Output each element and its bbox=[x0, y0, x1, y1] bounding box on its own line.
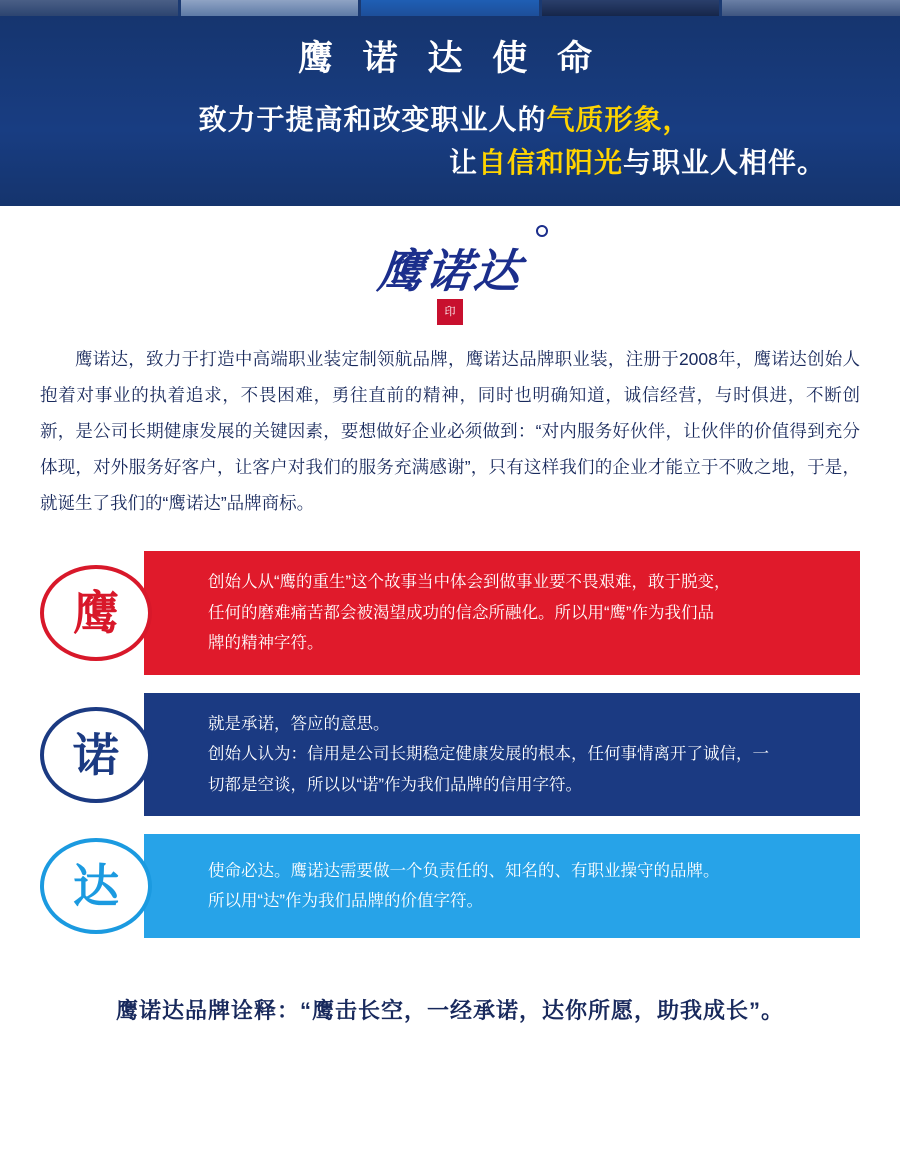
character-block-nuo bbox=[40, 693, 860, 817]
character-badge-nuo bbox=[40, 707, 152, 803]
character-block-da-body bbox=[144, 834, 860, 938]
character-block-da bbox=[40, 834, 860, 938]
character-block-da-line-2: 所以用“达”作为我们品牌的价值字符。 bbox=[208, 892, 483, 911]
mission-line-2-prefix: 让 bbox=[448, 147, 478, 179]
character-badge-ying-char: 鹰 bbox=[73, 586, 119, 641]
character-block-nuo-line-2: 创始人认为：信用是公司长期稳定健康发展的根本，任何事情离开了诚信，一 bbox=[208, 745, 769, 764]
photo-strip bbox=[0, 0, 900, 16]
brand-logo bbox=[350, 221, 550, 321]
brand-logo-area bbox=[0, 206, 900, 336]
photo-thumb-5 bbox=[722, 0, 900, 16]
mission-banner bbox=[0, 16, 900, 206]
mission-line-2-suffix: 与职业人相伴。 bbox=[622, 147, 826, 179]
closing-slogan: 鹰诺达品牌诠释：“鹰击长空，一经承诺，达你所愿，助我成长”。 bbox=[115, 998, 784, 1024]
character-blocks bbox=[40, 551, 860, 938]
character-block-nuo-body bbox=[144, 693, 860, 817]
character-block-nuo-line-3: 切都是空谈，所以以“诺”作为我们品牌的信用字符。 bbox=[208, 775, 582, 794]
character-block-ying bbox=[40, 551, 860, 675]
character-block-da-line-1: 使命必达。鹰诺达需要做一个负责任的、知名的、有职业操守的品牌。 bbox=[208, 861, 720, 880]
mission-line-1-text: 致力于提高和改变职业人的 bbox=[198, 104, 547, 135]
mission-line-2 bbox=[40, 141, 860, 184]
photo-thumb-4 bbox=[542, 0, 720, 16]
mission-line-2-highlight: 自信和阳光 bbox=[477, 147, 623, 179]
mission-line-1-highlight: 气质形象， bbox=[546, 104, 692, 135]
character-badge-da-char: 达 bbox=[73, 859, 119, 914]
character-block-ying-line-2: 任何的磨难痛苦都会被渴望成功的信念所融化。所以用“鹰”作为我们品 bbox=[208, 603, 714, 622]
character-block-ying-line-1: 创始人从“鹰的重生”这个故事当中体会到做事业要不畏艰难，敢于脱变， bbox=[208, 573, 731, 592]
character-block-ying-body bbox=[144, 551, 860, 675]
character-block-nuo-line-1: 就是承诺，答应的意思。 bbox=[208, 714, 390, 733]
character-badge-da bbox=[40, 838, 152, 934]
character-badge-ying bbox=[40, 565, 152, 661]
seal-icon: 印 bbox=[437, 299, 463, 325]
character-badge-nuo-char: 诺 bbox=[73, 727, 119, 782]
photo-thumb-2 bbox=[181, 0, 359, 16]
brand-logo-text: 鹰诺达 bbox=[375, 244, 525, 298]
character-block-ying-line-3: 牌的精神字符。 bbox=[208, 634, 324, 653]
photo-thumb-3 bbox=[361, 0, 539, 16]
circle-icon bbox=[536, 225, 548, 237]
intro-paragraph: 鹰诺达，致力于打造中高端职业装定制领航品牌，鹰诺达品牌职业装，注册于2008年，鹰诺达创始人抱着对事业的执着追求，不畏困难，勇往直前的精神，同时也明确知道，诚信经营，与时俱进，不断创新，是公司长期健康发展的关键因素，要想做好企业必须做到：“对内服务好伙伴，让伙伴的价值得到充分体现，对外服务好客户，让客户对我们的服务充满感谢”，只有这样我们的企业才能立于不败之地，于是，就诞生了我们的“鹰诺达”品牌商标。 bbox=[40, 349, 860, 513]
photo-thumb-1 bbox=[0, 0, 178, 16]
mission-title: 鹰 诺 达 使 命 bbox=[298, 39, 602, 78]
mission-line-1 bbox=[40, 98, 860, 141]
